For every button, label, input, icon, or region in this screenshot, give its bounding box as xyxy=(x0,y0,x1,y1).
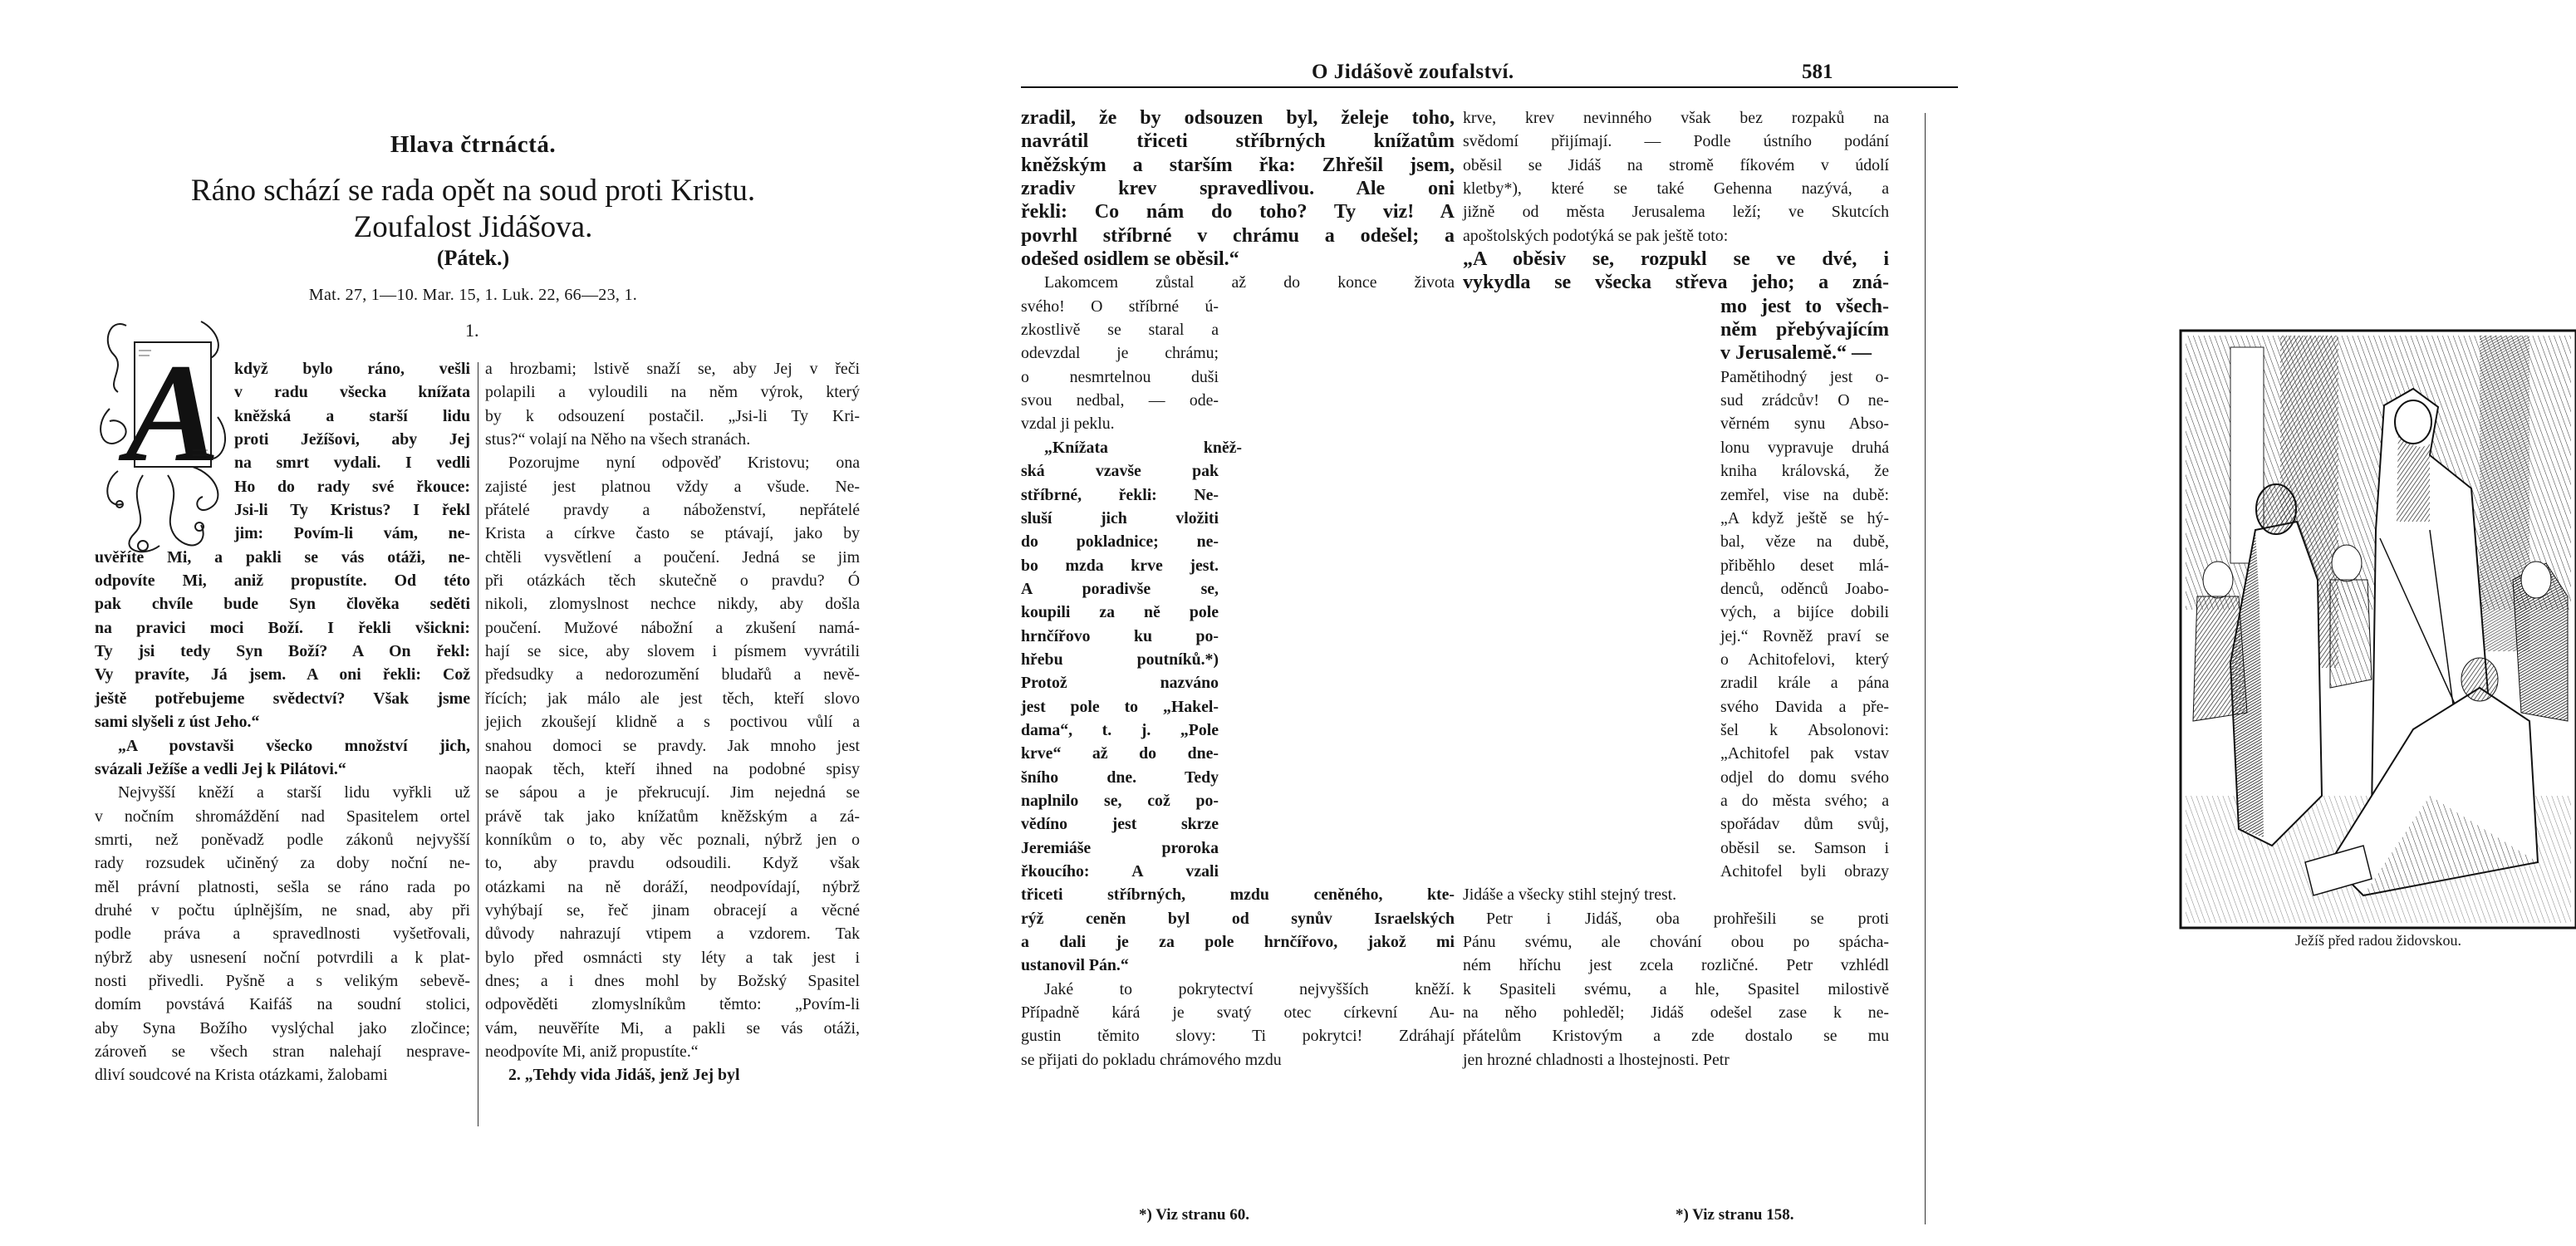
text-line: měl právní platnosti, sešla se ráno rada po xyxy=(95,877,470,896)
text-line: domím povstává Kaifáš na soudní stolici, xyxy=(95,995,470,1014)
text-line: sud zrádcův! O ne- xyxy=(1720,391,1889,410)
text-line: nosti přivedli. Pyšně a s velikým sebevě- xyxy=(95,971,470,990)
text-line: „Achitofel pak vstav xyxy=(1720,744,1889,763)
text-line: Pamětihodný jest o- xyxy=(1720,367,1889,386)
text-line: do pokladnice; ne- xyxy=(1021,532,1219,552)
footnote-right: *) Viz stranu 158. xyxy=(1676,1206,1794,1224)
text-line: odjel do domu svého xyxy=(1720,768,1889,787)
text-line: snahou domoci se pravdy. Jak mnoho jest xyxy=(485,736,860,755)
image-caption: Ježíš před radou židovskou. xyxy=(2295,932,2461,949)
text-line: třiceti stříbrných, mzdu ceněného, kte- xyxy=(1021,885,1455,905)
chapter-title-line-2: Zoufalost Jidášova. xyxy=(353,210,593,244)
text-line: povrhl stříbrné v chrámu a odešel; a xyxy=(1021,224,1455,247)
text-line: ném hříchu jest zcela rozličné. Petr vzhlédl xyxy=(1463,956,1889,975)
text-line: bal, věze na dubě, xyxy=(1720,532,1889,552)
text-line: Jaké to pokrytectví nejvyšších kněží. xyxy=(1044,979,1455,998)
text-line: důvody nahrazují vtipem a vzdorem. Tak xyxy=(485,925,860,944)
text-line: Lakomcem zůstal až do konce života xyxy=(1044,273,1455,292)
text-line: apoštolských podotýká se pak ještě toto: xyxy=(1463,226,1729,245)
text-line: dnes; a i dnes mohl by Božský Spasitel xyxy=(485,971,860,990)
text-line: stus?“ volají na Něho na všech stranách. xyxy=(485,430,751,449)
text-line: stříbrné, řekli: Ne- xyxy=(1021,485,1219,504)
text-line: právě tak jako knížatům kněžským a zá- xyxy=(485,807,860,826)
running-head: O Jidášově zoufalství. xyxy=(1312,61,1514,83)
text-line: nikoli, zlomyslnost nechce nikdy, aby došla xyxy=(485,595,860,614)
text-line: neodpovíte Mi, aniž propustíte.“ xyxy=(485,1042,699,1061)
text-line: o nesmrtelnou duši xyxy=(1021,367,1219,386)
text-line: vzdal ji peklu. xyxy=(1021,415,1115,434)
text-line: Jeremiáše proroka xyxy=(1021,838,1219,857)
text-line: krve, krev nevinného však bez rozpaků na xyxy=(1463,109,1889,127)
text-line: „A povstavši všecko množství jich, xyxy=(118,736,470,755)
text-line: zradiv krev spravedlivou. Ale oni xyxy=(1021,178,1455,200)
text-line: k Spasiteli svému, a hle, Spasitel milostivě xyxy=(1463,979,1889,998)
text-line: „Knížata kněž- xyxy=(1044,438,1242,457)
text-line: věrném synu Abso- xyxy=(1720,415,1889,434)
text-line: ještě potřebujeme svědectví? Však jsme xyxy=(95,689,470,708)
scripture-references: Mat. 27, 1—10. Mar. 15, 1. Luk. 22, 66—23, 1. xyxy=(308,286,638,304)
text-line: Petr i Jidáš, oba prohřešili se proti xyxy=(1486,909,1889,928)
text-line: otázkami na ně doráží, neodpovídají, nýbrž xyxy=(485,877,860,896)
text-line: o Achitofelovi, který xyxy=(1720,650,1889,669)
text-line: chtěli vysvětlení a poučení. Jedná se jim xyxy=(485,547,860,567)
text-line: Vy pravíte, Já jsem. A oni řekli: Což xyxy=(95,665,470,684)
text-line: svědomí přijímají. — Podle ústního podání xyxy=(1463,132,1889,151)
text-line: odpověděti zlomyslníkům těmto: „Povím-li xyxy=(485,995,860,1014)
text-line: předsudky a nedorozumění bludařů a nevě- xyxy=(485,665,860,684)
text-line: vědíno jest skrze xyxy=(1021,815,1219,834)
text-line: jižně od města Jerusalema leží; ve Skutcích xyxy=(1463,203,1889,222)
text-line: a dali je za pole hrnčířovo, jakož mi xyxy=(1021,933,1455,952)
text-line: bylo před osmnácti sty léty a tak jest i xyxy=(485,948,860,967)
text-line: řících; jak málo ale jest těch, kteří slovo xyxy=(485,689,860,708)
text-line: nýbrž aby usnesení noční potvrdili a k plat- xyxy=(95,948,470,967)
text-line: a hrozbami; lstivě snaží se, aby Jej v řeči xyxy=(485,360,860,378)
text-line: odpovíte Mi, aniž propustíte. Od této xyxy=(95,571,470,591)
chapter-day: (Pátek.) xyxy=(436,246,510,270)
text-line: smrti, než poněvadž podle zákonů nejvyšší xyxy=(95,830,470,849)
footnote-left: *) Viz stranu 60. xyxy=(1139,1206,1249,1224)
text-line: rýž ceněn byl od synův Israelských xyxy=(1021,909,1455,928)
text-line: svého Davida a pře- xyxy=(1720,697,1889,716)
drop-cap-letter: A xyxy=(125,335,220,491)
right-column-1 xyxy=(1021,106,1455,1072)
text-line: zajisté jest platnou vždy a všude. Ne- xyxy=(485,477,860,496)
text-line: zemřel, vise na dubě: xyxy=(1720,485,1889,504)
text-line: dliví soudcové na Krista otázkami, žalobami xyxy=(95,1066,388,1085)
text-line: Krista a církve často se ptávají, jako by xyxy=(485,524,860,543)
text-line: svázali Ježíše a vedli Jej k Pilátovi.“ xyxy=(95,759,346,778)
text-line: vám, neuvěříte Mi, a pakli se vás otáži, xyxy=(485,1018,860,1038)
text-line: naopak těch, kteří ihned na podobné spisy xyxy=(485,759,860,778)
text-line: podle práva a spravedlnosti vyšetřovali, xyxy=(95,925,470,944)
text-line: hají se sice, aby slovem i písmem vyvrátili xyxy=(485,642,860,661)
chapter-title xyxy=(0,173,946,246)
text-line: pak chvíle bude Syn člověka seděti xyxy=(95,595,470,614)
text-line: šel k Absolonovi: xyxy=(1720,720,1889,739)
text-line: denců, oděnců Joabo- xyxy=(1720,579,1889,598)
text-line: kněžským a starším řka: Zhřešil jsem, xyxy=(1021,154,1455,176)
text-line: Pánu svému, ale chování obou po spácha- xyxy=(1463,933,1889,952)
text-line: na pravici moci Boží. I řekli všickni: xyxy=(95,618,470,637)
text-line: kněžská a starší lidu xyxy=(234,406,470,425)
text-line: zároveň se všech stran nalehají nesprave- xyxy=(95,1042,470,1061)
text-line: kletby*), které se také Gehenna nazývá, a xyxy=(1463,179,1889,199)
text-line: rady rozsudek učiněný za doby noční ne- xyxy=(95,854,470,873)
text-line: Achitofel byli obrazy xyxy=(1720,862,1889,881)
text-line: Jidáše a všecky stihl stejný trest. xyxy=(1463,885,1677,905)
text-line: odevzdal je chrámu; xyxy=(1021,344,1219,363)
text-line: vykydla se všecka střeva jeho; a zná- xyxy=(1463,272,1889,294)
text-line: řekli: Co nám do toho? Ty viz! A xyxy=(1021,201,1455,223)
text-line: proti Ježíšovi, aby Jej xyxy=(234,430,470,449)
text-line: dama“, t. j. „Pole xyxy=(1021,720,1219,739)
left-page xyxy=(0,0,946,1246)
left-column-2 xyxy=(485,357,860,1087)
text-line: na smrt vydali. I vedli xyxy=(234,454,470,473)
text-line: při otázkách těch skutečně o pravdu? Ó xyxy=(485,571,860,591)
chapter-title-line-1: Ráno schází se rada opět na soud proti Kristu. xyxy=(190,174,756,208)
text-line: kniha královská, že xyxy=(1720,462,1889,481)
text-line: oběsil se. Samson i xyxy=(1720,838,1889,857)
text-line: vých, a bijíce dobili xyxy=(1720,603,1889,622)
text-line: Ho do rady své řkouce: xyxy=(234,477,470,496)
text-line: se přijati do pokladu chrámového mzdu xyxy=(1021,1050,1282,1069)
text-line: by k odsouzení postačil. „Jsi-li Ty Kri- xyxy=(485,406,860,425)
text-line: navrátil třiceti stříbrných knížatům xyxy=(1021,130,1455,153)
text-line: spořádav dům svůj, xyxy=(1720,815,1889,834)
text-line: polapili a vyloudili na něm výrok, který xyxy=(485,383,860,402)
text-line: Nejvyšší kněží a starší lidu vyřkli už xyxy=(118,783,470,802)
right-column-2 xyxy=(1463,106,1889,1072)
text-line: něm přebývajícím xyxy=(1720,319,1889,341)
text-line: odešed osidlem se oběsil.“ xyxy=(1021,248,1239,271)
text-line: svou nedbal, — ode- xyxy=(1021,391,1219,410)
text-line: A poradivše se, xyxy=(1021,579,1219,598)
text-line: jen hrozné chladnosti a lhostejnosti. Petr xyxy=(1463,1050,1730,1069)
engraving-jesus-before-council xyxy=(2181,331,2576,928)
text-line: konníkům o to, aby věc poznali, nýbrž jen o xyxy=(485,830,860,849)
text-line: jim: Povím-li vám, ne- xyxy=(234,524,470,543)
text-line: hrnčířovo ku po- xyxy=(1021,626,1219,645)
text-line: se sápou a je překrucují. Jim nejedná se xyxy=(485,783,860,802)
text-line: lonu vypravuje druhá xyxy=(1720,438,1889,457)
text-line: Ty jsi tedy Syn Boží? A On řekl: xyxy=(95,642,470,661)
text-line: přátelé pravdy a náboženství, nepřátelé xyxy=(485,501,860,520)
text-line: ustanovil Pán.“ xyxy=(1021,956,1129,975)
text-line: jej.“ Rovněž praví se xyxy=(1720,626,1889,645)
text-line: 2. „Tehdy vida Jidáš, jenž Jej byl xyxy=(508,1066,740,1085)
text-line: v nočním shromáždění nad Spasitelem ortel xyxy=(95,807,470,826)
section-number: 1. xyxy=(465,320,479,341)
text-line: jejich zkoušejí klidně a s poctivou vůlí a xyxy=(485,713,860,732)
text-line: a do města svého; a xyxy=(1720,791,1889,810)
text-line: krve“ až do dne- xyxy=(1021,744,1219,763)
text-line: svého! O stříbrné ú- xyxy=(1021,297,1219,316)
text-line: zkostlivě se staral a xyxy=(1021,321,1219,340)
text-line: sami slyšeli z úst Jeho.“ xyxy=(95,713,260,732)
text-line: poučení. Mužové nábožní a zkušení namá- xyxy=(485,618,860,637)
text-line: to, aby pravdu odsoudili. Když však xyxy=(485,854,860,873)
text-line: „A oběsiv se, rozpukl se ve dvé, i xyxy=(1463,248,1889,271)
text-line: Případně kárá je svatý otec církevní Au- xyxy=(1021,1003,1455,1023)
text-line: zradil, že by odsouzen byl, želeje toho, xyxy=(1021,107,1455,129)
text-line: když bylo ráno, vešli xyxy=(234,360,470,378)
text-line: zradil krále a pána xyxy=(1720,674,1889,693)
page-number: 581 xyxy=(1802,61,1833,83)
text-line: bo mzda krve jest. xyxy=(1021,556,1219,575)
text-line: naplnilo se, což po- xyxy=(1021,791,1219,810)
text-line: ská vzavše pak xyxy=(1021,462,1219,481)
text-line: přiběhlo deset mlá- xyxy=(1720,556,1889,575)
text-line: šního dne. Tedy xyxy=(1021,768,1219,787)
text-line: mo jest to všech- xyxy=(1720,295,1889,317)
text-line: hřebu poutníků.*) xyxy=(1021,650,1219,669)
header-rule xyxy=(1021,86,1958,88)
text-line: aby Syna Božího vyslýchal jako zločince; xyxy=(95,1018,470,1038)
text-line: v Jerusalemě.“ — xyxy=(1720,342,1872,365)
text-line: Pozorujme nyní odpověď Kristovu; ona xyxy=(508,454,860,473)
text-line: řkoucího: A vzali xyxy=(1021,862,1219,881)
column-divider xyxy=(1925,113,1926,1224)
text-line: gustin těmito slovy: Ti pokrytci! Zdráhají xyxy=(1021,1027,1455,1046)
text-line: jest pole to „Hakel- xyxy=(1021,697,1219,716)
text-line: vyhýbají se, řeč jinam obracejí a věcné xyxy=(485,900,860,920)
text-line: v radu všecka knížata xyxy=(234,383,470,402)
text-line: přátelům Kristovým a zde dostalo se mu xyxy=(1463,1027,1889,1046)
right-page xyxy=(946,0,2461,1246)
text-line: uvěříte Mi, a pakli se vás otáži, ne- xyxy=(95,547,470,567)
text-line: oběsil se Jidáš na stromě fíkovém v údolí xyxy=(1463,155,1889,174)
text-line: druhé v počtu úplnějším, ne snad, aby při xyxy=(95,900,470,920)
text-line: na něho pohleděl; Jidáš odešel zase k ne- xyxy=(1463,1003,1889,1023)
text-line: koupili za ně pole xyxy=(1021,603,1219,622)
text-line: Jsi-li Ty Kristus? I řekl xyxy=(234,501,470,520)
chapter-label: Hlava čtrnáctá. xyxy=(390,131,557,158)
left-column-1 xyxy=(95,357,470,1087)
text-line: Protož nazváno xyxy=(1021,674,1219,693)
text-line: „A když ještě se hý- xyxy=(1720,508,1889,527)
text-line: sluší jich vložiti xyxy=(1021,508,1219,527)
